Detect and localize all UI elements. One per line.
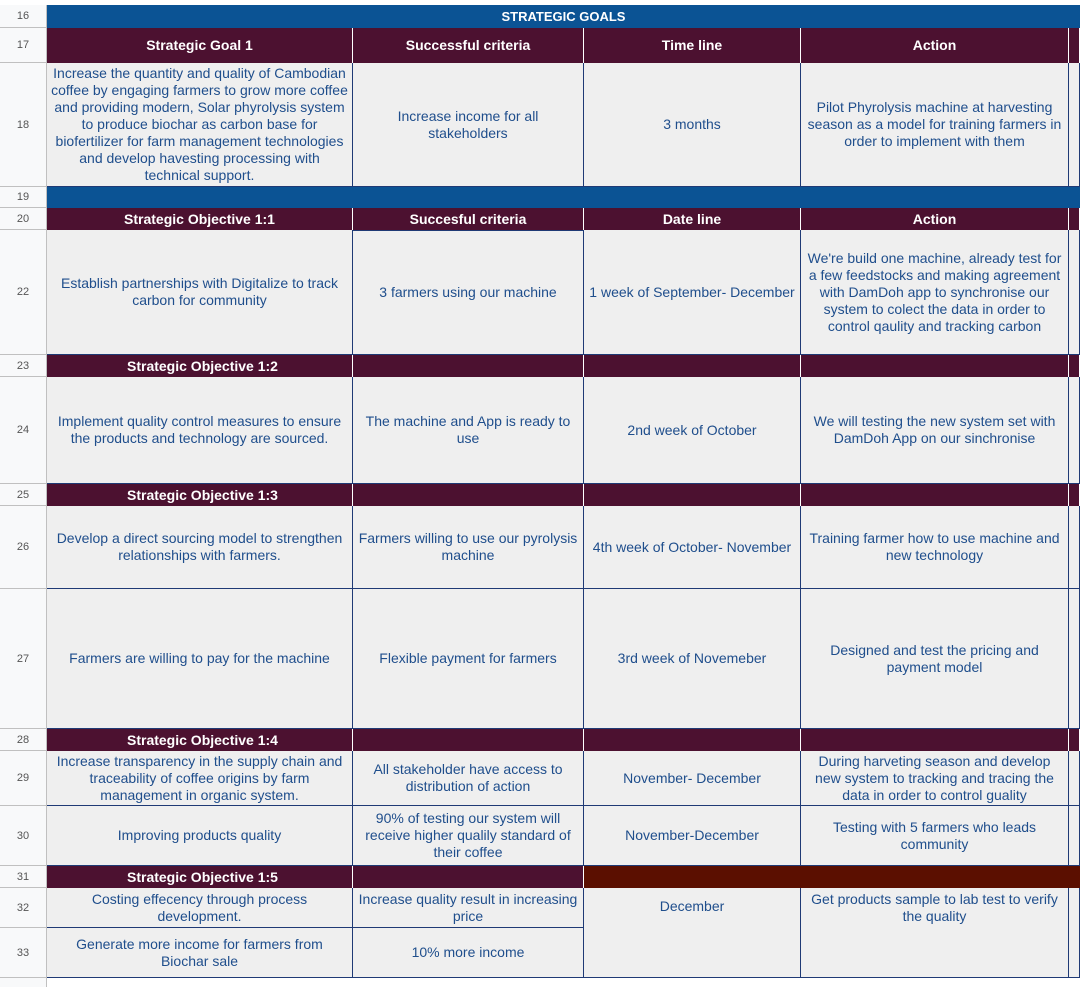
dateline-cell[interactable]: 2nd week of October (584, 377, 801, 484)
objective-row (47, 377, 1080, 484)
objective-description-cell[interactable]: Develop a direct sourcing model to strengthen relationships with farmers. (47, 506, 353, 589)
empty-cell[interactable] (1069, 751, 1080, 806)
dateline-cell[interactable]: 1 week of September- December (584, 230, 801, 355)
empty-cell[interactable] (1069, 484, 1080, 506)
empty-cell[interactable] (353, 866, 584, 888)
objective-description-cell[interactable]: Farmers are willing to pay for the machine (47, 589, 353, 729)
empty-cell[interactable] (1069, 589, 1080, 729)
criteria-cell[interactable]: Increase quality result in increasing price (353, 888, 584, 928)
row-header[interactable]: 19 (0, 187, 47, 208)
action-cell[interactable]: During harveting season and develop new system to tracking and tracing the data in order to control guality (801, 751, 1069, 806)
objective-row (47, 506, 1080, 589)
objective-label-row (47, 355, 1080, 377)
empty-cell[interactable] (1069, 806, 1080, 866)
empty-cell[interactable] (584, 866, 801, 888)
goal-header-row (47, 28, 1080, 63)
objective-description-cell[interactable]: Improving products quality (47, 806, 353, 866)
row-header[interactable]: 18 (0, 63, 47, 187)
empty-cell[interactable] (1069, 729, 1080, 751)
criteria-cell[interactable]: All stakeholder have access to distribution of action (353, 751, 584, 806)
row-header[interactable]: 22 (0, 230, 47, 355)
empty-cell[interactable] (1069, 506, 1080, 589)
timeline-cell[interactable]: 3 months (584, 63, 801, 187)
empty-cell[interactable] (1069, 230, 1080, 355)
objective-description-cell[interactable]: Implement quality control measures to ensure the products and technology are sourced. (47, 377, 353, 484)
objective-row (47, 751, 1080, 806)
row-header[interactable]: 16 (0, 5, 47, 28)
row-header[interactable]: 30 (0, 806, 47, 866)
goal-header-cell[interactable]: Strategic Goal 1 (47, 28, 353, 63)
action-cell[interactable]: Pilot Phyrolysis machine at harvesting season as a model for training farmers in order to implement with them (801, 63, 1069, 187)
goal-description-cell[interactable]: Increase the quantity and quality of Cambodian coffee by engaging farmers to grow more coffee and providing modern, Solar phyrolysis system to produce biochar as carbon base for biofertilizer for farm management technologies and develop havesting processing with technical support. (47, 63, 353, 187)
objective-label-row (47, 484, 1080, 506)
objective-description-cell[interactable]: Establish partnerships with Digitalize to track carbon for community (47, 230, 353, 355)
objective-label-row (47, 866, 1080, 888)
empty-cell[interactable] (1069, 28, 1080, 63)
objective-row (47, 806, 1080, 866)
objective-row (47, 230, 1080, 355)
row-header[interactable]: 23 (0, 355, 47, 377)
empty-cell[interactable] (1069, 63, 1080, 187)
empty-cell[interactable] (1069, 866, 1080, 888)
criteria-header-cell[interactable]: Succesful criteria (353, 208, 584, 230)
action-cell[interactable]: Training farmer how to use machine and new technology (801, 506, 1069, 589)
separator-row[interactable] (47, 187, 1080, 208)
objective-row (47, 589, 1080, 729)
objective-label-cell[interactable]: Strategic Objective 1:4 (47, 729, 353, 751)
objective-description-cell[interactable]: Increase transparency in the supply chain and traceability of coffee origins by farm management in organic system. (47, 751, 353, 806)
action-header-cell[interactable]: Action (801, 208, 1069, 230)
criteria-cell[interactable]: The machine and App is ready to use (353, 377, 584, 484)
empty-cell[interactable] (1069, 377, 1080, 484)
empty-cell[interactable] (801, 484, 1069, 506)
criteria-header-cell[interactable]: Successful criteria (353, 28, 584, 63)
empty-cell[interactable] (584, 484, 801, 506)
timeline-header-cell[interactable]: Time line (584, 28, 801, 63)
dateline-cell[interactable]: November-December (584, 806, 801, 866)
objective-label-cell[interactable]: Strategic Objective 1:5 (47, 866, 353, 888)
dateline-cell[interactable]: 3rd week of Novemeber (584, 589, 801, 729)
dateline-header-cell[interactable]: Date line (584, 208, 801, 230)
criteria-cell[interactable]: Farmers willing to use our pyrolysis machine (353, 506, 584, 589)
empty-cell[interactable] (353, 729, 584, 751)
action-cell[interactable]: Designed and test the pricing and payment model (801, 589, 1069, 729)
empty-cell[interactable] (801, 866, 1069, 888)
row-header[interactable]: 33 (0, 928, 47, 978)
objective-label-cell[interactable]: Strategic Objective 1:3 (47, 484, 353, 506)
row-header[interactable]: 20 (0, 208, 47, 230)
objective-header-row (47, 208, 1080, 230)
empty-cell[interactable] (584, 355, 801, 377)
dateline-cell[interactable]: November- December (584, 751, 801, 806)
action-header-cell[interactable]: Action (801, 28, 1069, 63)
row-header[interactable]: 24 (0, 377, 47, 484)
criteria-cell[interactable]: 90% of testing our system will receive higher qualily standard of their coffee (353, 806, 584, 866)
row-header[interactable]: 17 (0, 28, 47, 63)
criteria-cell[interactable]: 10% more income (353, 928, 584, 978)
objective-label-cell[interactable]: Strategic Objective 1:2 (47, 355, 353, 377)
empty-cell[interactable] (801, 355, 1069, 377)
objective-header-cell[interactable]: Strategic Objective 1:1 (47, 208, 353, 230)
row-header[interactable]: 27 (0, 589, 47, 729)
empty-cell[interactable] (353, 355, 584, 377)
row-header[interactable]: 29 (0, 751, 47, 806)
empty-cell[interactable] (1069, 208, 1080, 230)
action-cell[interactable]: Testing with 5 farmers who leads community (801, 806, 1069, 866)
objective-row (47, 928, 1080, 978)
empty-cell[interactable] (1069, 355, 1080, 377)
dateline-cell[interactable]: December (584, 888, 801, 978)
action-cell[interactable]: We will testing the new system set with DamDoh App on our sinchronise (801, 377, 1069, 484)
objective-description-cell[interactable]: Costing effecency through process development. (47, 888, 353, 928)
criteria-cell[interactable]: Flexible payment for farmers (353, 589, 584, 729)
objective-label-row (47, 729, 1080, 751)
action-cell[interactable]: Get products sample to lab test to verify the quality (801, 888, 1069, 978)
title-row (47, 5, 1080, 28)
row-header[interactable]: 32 (0, 888, 47, 928)
empty-cell[interactable] (584, 729, 801, 751)
criteria-cell[interactable]: Increase income for all stakeholders (353, 63, 584, 187)
empty-cell[interactable] (801, 729, 1069, 751)
row-header[interactable]: 25 (0, 484, 47, 506)
row-header[interactable] (0, 978, 47, 987)
row-header[interactable]: 31 (0, 866, 47, 888)
row-header[interactable]: 28 (0, 729, 47, 751)
goal-row (47, 63, 1080, 187)
empty-cell[interactable] (353, 484, 584, 506)
criteria-cell[interactable]: 3 farmers using our machine (353, 230, 584, 355)
dateline-cell[interactable]: 4th week of October- November (584, 506, 801, 589)
objective-description-cell[interactable]: Generate more income for farmers from Biochar sale (47, 928, 353, 978)
strategic-goals-title[interactable]: STRATEGIC GOALS (501, 9, 626, 24)
action-cell[interactable]: We're build one machine, already test for a few feedstocks and making agreement with DamDoh app to synchronise our system to colect the data in order to control qaulity and tracking carbon (801, 230, 1069, 355)
row-header[interactable]: 26 (0, 506, 47, 589)
